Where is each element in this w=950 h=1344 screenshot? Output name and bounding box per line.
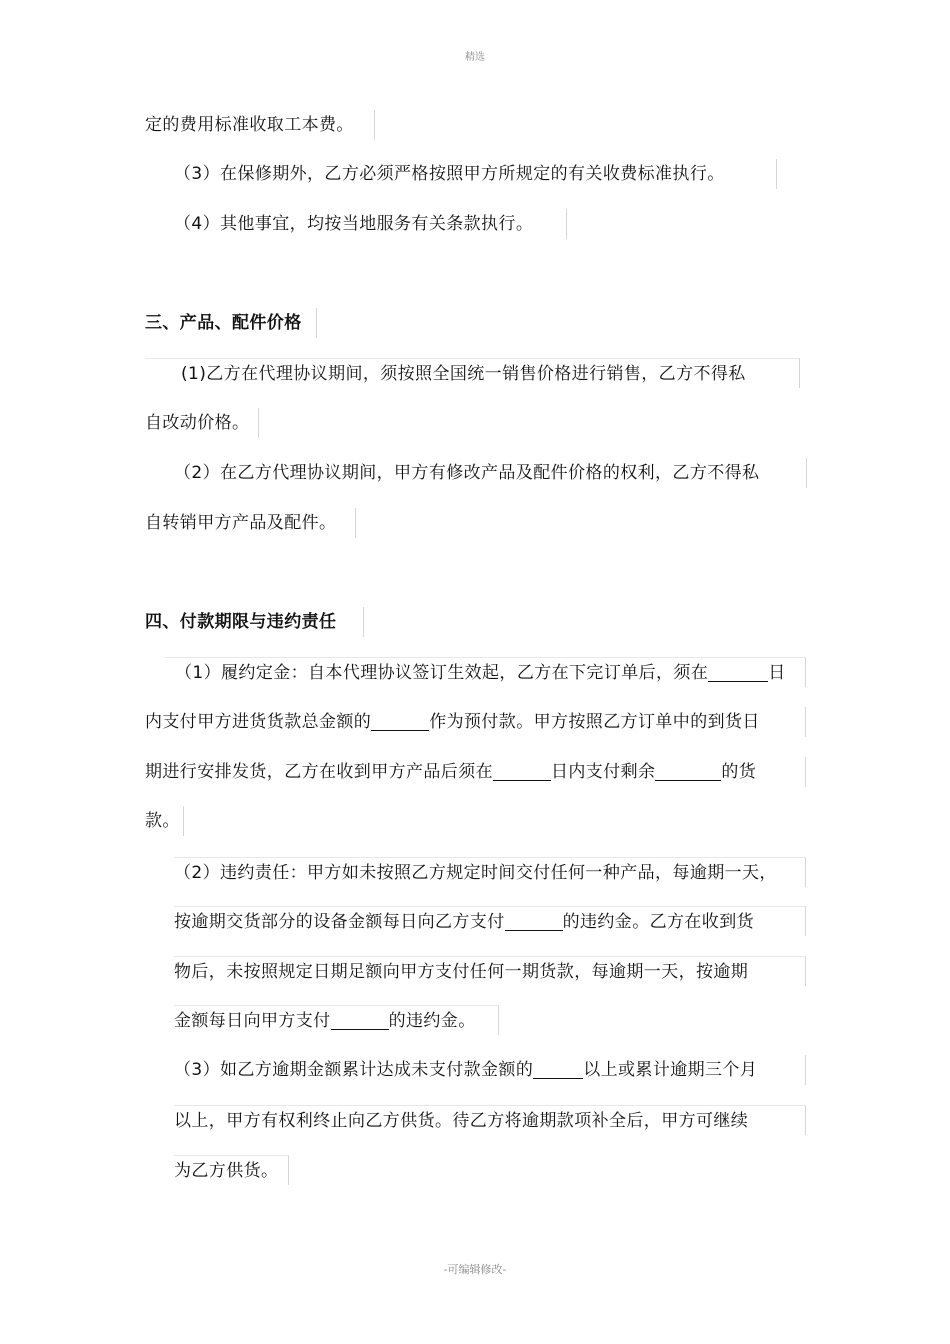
- line-text: 日: [768, 663, 786, 683]
- text-line: 为乙方供货。: [174, 1155, 289, 1185]
- line-text: 金额每日向甲方支付: [174, 1011, 331, 1031]
- page-footer: -可编辑修改-: [443, 1263, 507, 1276]
- text-line: （2）违约责任：甲方如未按照乙方规定时间交付任何一种产品，每逾期一天，: [174, 857, 806, 887]
- fill-blank[interactable]: [371, 712, 429, 731]
- fill-blank[interactable]: [493, 762, 551, 781]
- fill-blank[interactable]: [655, 762, 721, 781]
- line-text: 以上或累计逾期三个月: [583, 1060, 758, 1080]
- text-line: 以上，甲方有权利终止向乙方供货。待乙方将逾期款项补全后，甲方可继续: [174, 1105, 806, 1135]
- text-line: [174, 906, 806, 936]
- line-text: 的违约金。: [388, 1011, 476, 1031]
- line-text: 期进行安排发货，乙方在收到甲方产品后须在: [145, 762, 493, 782]
- line-text: （3）如乙方逾期金额累计达成未支付款金额的: [174, 1060, 534, 1080]
- text-line: （4）其他事宜，均按当地服务有关条款执行。: [174, 209, 567, 239]
- section-heading: 三、产品、配件价格: [145, 308, 317, 338]
- text-line: 物后，未按照规定日期足额向甲方支付任何一期货款，每逾期一天，按逾期: [174, 956, 806, 986]
- text-line: [145, 757, 806, 787]
- text-line: (1)乙方在代理协议期间，须按照全国统一销售价格进行销售，乙方不得私: [145, 358, 800, 388]
- text-line: 自转销甲方产品及配件。: [145, 508, 356, 538]
- text-line: （3）在保修期外，乙方必须严格按照甲方所规定的有关收费标准执行。: [174, 159, 777, 189]
- line-text: 作为预付款。甲方按照乙方订单中的到货日: [429, 712, 760, 732]
- line-text: 日内支付剩余: [551, 762, 656, 782]
- fill-blank[interactable]: [708, 663, 768, 682]
- fill-blank[interactable]: [505, 912, 563, 931]
- text-line: 定的费用标准收取工本费。: [145, 110, 375, 140]
- fill-blank[interactable]: [331, 1011, 389, 1030]
- text-line: [174, 1055, 806, 1085]
- page-header: 精选: [465, 52, 485, 63]
- text-line: 自改动价格。: [145, 408, 259, 438]
- line-text: 的违约金。乙方在收到货: [562, 912, 755, 932]
- text-line: （2）在乙方代理协议期间，甲方有修改产品及配件价格的权利，乙方不得私: [174, 458, 807, 488]
- line-text: 按逾期交货部分的设备金额每日向乙方支付: [174, 912, 505, 932]
- line-text: 的货: [721, 762, 757, 782]
- fill-blank[interactable]: [533, 1060, 583, 1079]
- text-line: 款。: [145, 806, 184, 836]
- line-text: （1）履约定金：自本代理协议签订生效起，乙方在下完订单后，须在: [175, 663, 709, 683]
- text-line: [145, 707, 806, 737]
- text-line: [174, 1005, 499, 1035]
- line-text: 内支付甲方进货货款总金额的: [145, 712, 372, 732]
- text-line: [165, 657, 806, 687]
- section-heading: 四、付款期限与违约责任: [145, 607, 364, 637]
